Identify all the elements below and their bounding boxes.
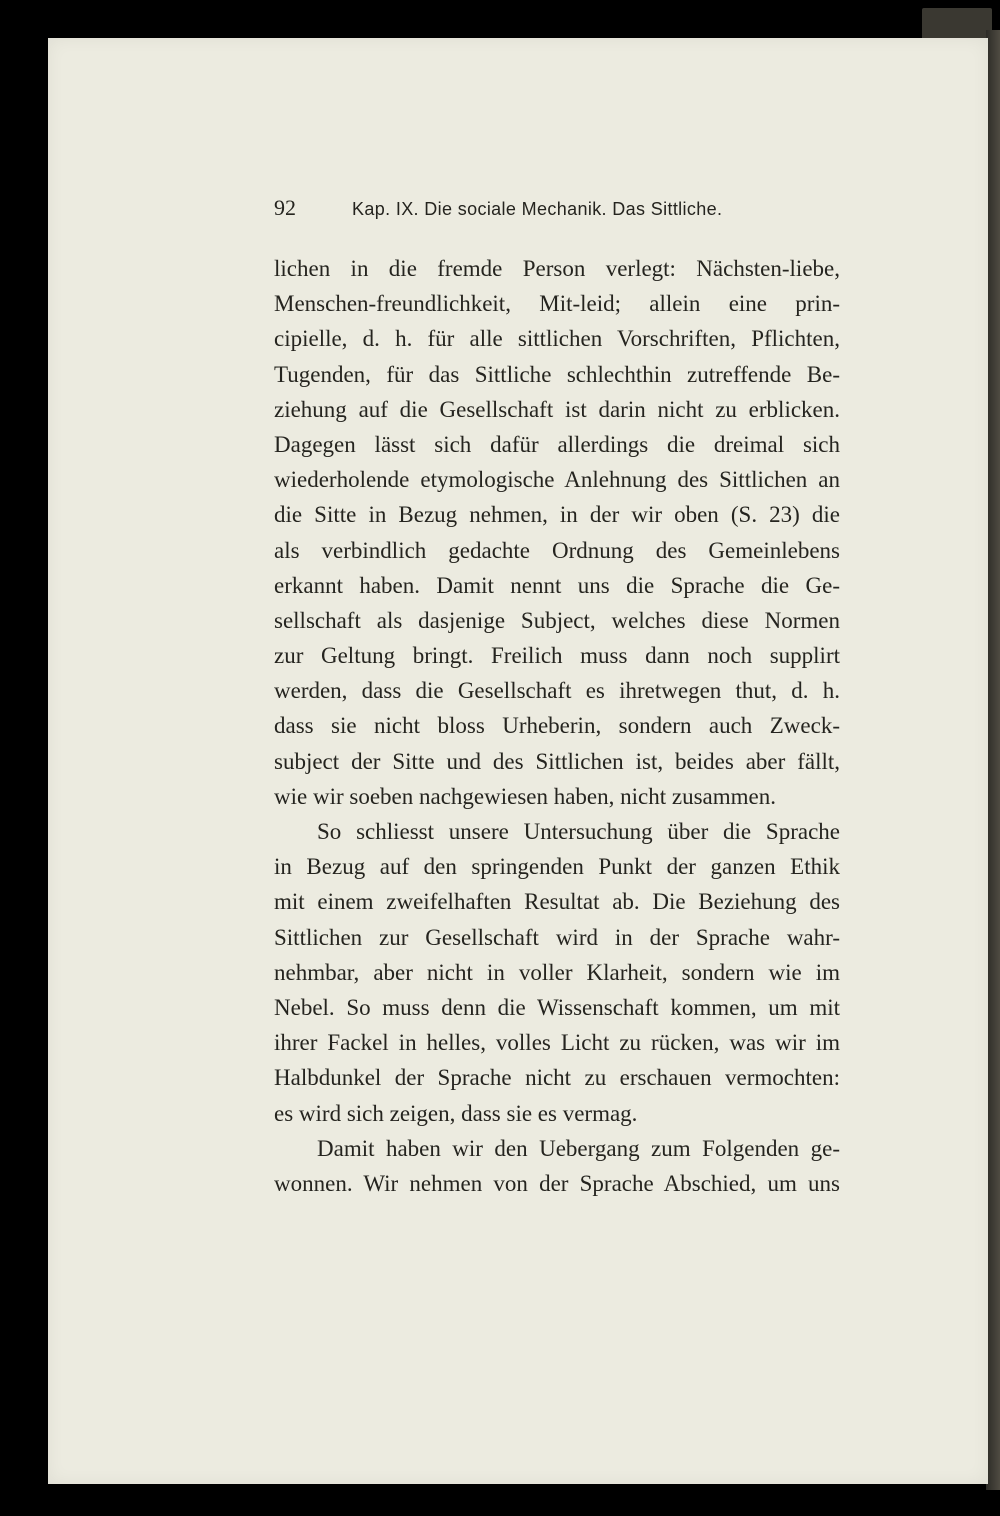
text-line: Dagegen lässt sich dafür allerdings die dreimal sich xyxy=(274,431,840,457)
text-line: mit einem zweifelhaften Resultat ab. Die Beziehung des xyxy=(274,889,840,915)
text-line: in Bezug auf den springenden Punkt der ganzen Ethik xyxy=(274,854,840,880)
text-line: zur Geltung bringt. Freilich muss dann noch supplirt xyxy=(274,643,840,669)
text-line: wiederholende etymologische Anlehnung des Sittlichen an xyxy=(274,467,840,493)
text-line: lichen in die fremde Person verlegt: Nächsten-liebe, xyxy=(274,256,840,281)
text-line: nehmbar, aber nicht in voller Klarheit, sondern wie im xyxy=(274,959,840,985)
paragraph xyxy=(274,251,840,814)
text-line: cipielle, d. h. für alle sittlichen Vorschriften, Pflichten, xyxy=(274,326,840,352)
page-number: 92 xyxy=(274,195,296,220)
text-line: es wird sich zeigen, dass sie es vermag. xyxy=(274,1100,638,1126)
text-line: Damit haben wir den Uebergang zum Folgenden ge- xyxy=(317,1135,840,1161)
text-line: So schliesst unsere Untersuchung über die Sprache xyxy=(317,819,840,844)
text-line: Tugenden, für das Sittliche schlechthin zutreffende Be- xyxy=(274,361,840,387)
text-line: werden, dass die Gesellschaft es ihretwegen thut, d. h. xyxy=(274,678,840,704)
text-line: ziehung auf die Gesellschaft ist darin nicht zu erblicken. xyxy=(274,396,840,422)
text-line: dass sie nicht bloss Urheberin, sondern auch Zweck- xyxy=(274,713,840,739)
text-line: Nebel. So muss denn die Wissenschaft kommen, um mit xyxy=(274,994,840,1020)
text-line: die Sitte in Bezug nehmen, in der wir oben (S. 23) die xyxy=(274,502,840,528)
text-block xyxy=(274,195,840,1201)
text-line: als verbindlich gedachte Ordnung des Gemeinlebens xyxy=(274,537,840,563)
binding-edge-top xyxy=(922,8,992,42)
text-line: Halbdunkel der Sprache nicht zu erschauen vermochten: xyxy=(274,1065,840,1091)
text-line: Menschen-freundlichkeit, Mit-leid; allein eine prin- xyxy=(274,291,840,317)
body-text xyxy=(274,251,840,1201)
paragraph xyxy=(274,1131,840,1201)
paragraph xyxy=(274,814,840,1131)
text-line: sellschaft als dasjenige Subject, welches diese Normen xyxy=(274,607,840,633)
text-line: wonnen. Wir nehmen von der Sprache Abschied, um uns xyxy=(274,1170,840,1196)
running-head xyxy=(274,195,840,239)
text-line: Sittlichen zur Gesellschaft wird in der Sprache wahr- xyxy=(274,924,840,950)
text-line: ihrer Fackel in helles, volles Licht zu rücken, was wir im xyxy=(274,1030,840,1056)
text-line: wie wir soeben nachgewiesen haben, nicht zusammen. xyxy=(274,783,776,809)
text-line: subject der Sitte und des Sittlichen ist, beides aber fällt, xyxy=(274,748,840,774)
text-line: erkannt haben. Damit nennt uns die Sprache die Ge- xyxy=(274,572,840,598)
running-title: Kap. IX. Die sociale Mechanik. Das Sittliche. xyxy=(352,199,723,219)
binding-edge xyxy=(986,30,1000,1490)
